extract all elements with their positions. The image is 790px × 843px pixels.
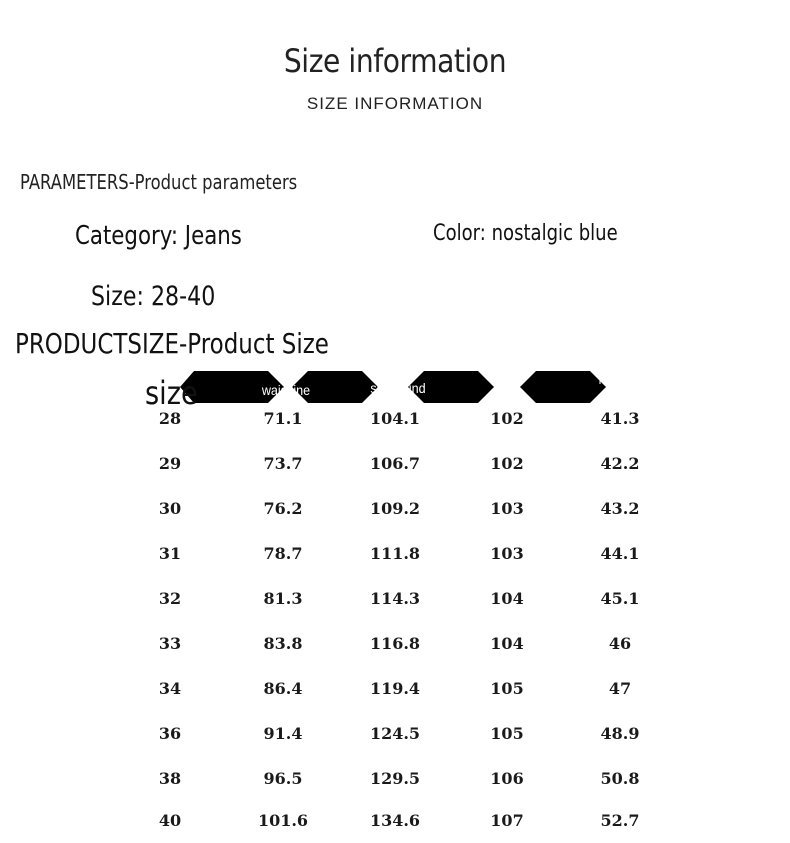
cell-size: 38 [158,769,182,788]
category-label: Category: Jeans [75,221,242,251]
cell-foot-mouth: 52.7 [600,811,640,830]
cell-waistline: 101.6 [257,811,309,830]
cell-size: 34 [158,679,182,698]
cell-waistline: 78.7 [263,544,303,563]
cell-sit-around: 106.7 [369,454,421,473]
cell-sit-around: 116.8 [369,634,421,653]
table-row [120,798,680,843]
cell-sit-around: 111.8 [369,544,421,563]
table-row [120,576,680,621]
parameters-section-label: PARAMETERS-Product parameters [20,170,298,194]
cell-pants-length: 105 [490,679,524,698]
cell-sit-around: 129.5 [369,769,421,788]
cell-sit-around: 114.3 [369,589,421,608]
cell-pants-length: 103 [490,499,524,518]
column-header-sit-around: sit around [370,380,426,396]
cell-pants-length: 104 [490,589,524,608]
cell-pants-length: 103 [490,544,524,563]
table-row [120,621,680,666]
cell-size: 31 [158,544,182,563]
cell-pants-length: 107 [490,811,524,830]
cell-waistline: 86.4 [263,679,303,698]
cell-pants-length: 102 [490,454,524,473]
column-header-pants-line2: length [494,389,524,403]
table-row [120,396,680,441]
column-header-foot-line1: Foot and [598,373,642,387]
cell-waistline: 81.3 [263,589,303,608]
cell-waistline: 76.2 [263,499,303,518]
column-header-size: size [145,374,198,412]
column-header-pants-line1: pants [495,372,523,386]
table-row [120,666,680,711]
column-header-waistline: waistline [261,382,311,398]
cell-foot-mouth: 48.9 [600,724,640,743]
cell-size: 29 [158,454,182,473]
cell-waistline: 83.8 [263,634,303,653]
cell-foot-mouth: 50.8 [600,769,640,788]
cell-pants-length: 105 [490,724,524,743]
color-label: Color: nostalgic blue [433,221,618,246]
table-row [120,441,680,486]
cell-waistline: 73.7 [263,454,303,473]
cell-sit-around: 134.6 [369,811,421,830]
cell-size: 32 [158,589,182,608]
table-row [120,711,680,756]
cell-size: 36 [158,724,182,743]
cell-foot-mouth: 42.2 [600,454,640,473]
cell-sit-around: 119.4 [369,679,421,698]
table-row [120,756,680,801]
cell-sit-around: 124.5 [369,724,421,743]
cell-waistline: 91.4 [263,724,303,743]
cell-waistline: 96.5 [263,769,303,788]
cell-waistline: 71.1 [263,409,303,428]
page-subtitle: SIZE INFORMATION [306,94,484,113]
cell-sit-around: 109.2 [369,499,421,518]
cell-size: 33 [158,634,182,653]
cell-size: 28 [158,409,182,428]
table-row [120,486,680,531]
page-title: Size information [283,42,507,80]
cell-foot-mouth: 47 [608,679,632,698]
cell-pants-length: 102 [490,409,524,428]
cell-foot-mouth: 44.1 [600,544,640,563]
column-header-foot-line2: mouth [604,391,636,405]
cell-size: 40 [158,811,182,830]
cell-foot-mouth: 43.2 [600,499,640,518]
cell-foot-mouth: 45.1 [600,589,640,608]
cell-pants-length: 106 [490,769,524,788]
product-size-section-label: PRODUCTSIZE-Product Size [15,327,329,360]
cell-foot-mouth: 41.3 [600,409,640,428]
cell-sit-around: 104.1 [369,409,421,428]
cell-foot-mouth: 46 [608,634,632,653]
cell-pants-length: 104 [490,634,524,653]
cell-size: 30 [158,499,182,518]
size-range-label: Size: 28-40 [91,281,216,312]
table-row [120,531,680,576]
